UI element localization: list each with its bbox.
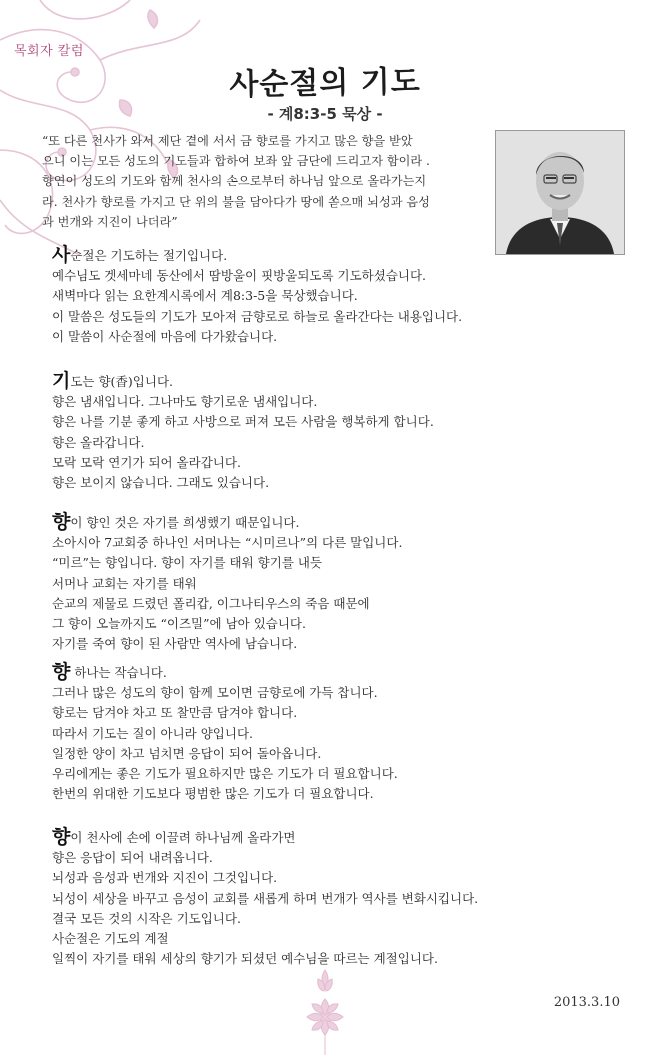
paragraph-first-line bbox=[52, 372, 612, 392]
section-label: 목회자 칼럼 bbox=[14, 44, 84, 59]
flower-decoration-icon bbox=[280, 965, 370, 1055]
paragraph-lent bbox=[52, 246, 612, 347]
paragraph-line: 향로는 담겨야 차고 또 찰만큼 담겨야 합니다. bbox=[52, 705, 298, 721]
paragraph-line: 그 향이 오늘까지도 “이즈밀”에 남아 있습니다. bbox=[52, 616, 306, 632]
paragraph-line: 새벽마다 읽는 요한계시록에서 계8:3-5을 묵상했습니다. bbox=[52, 288, 358, 304]
paragraph-line: 소아시아 7교회중 하나인 서머나는 “시미르나”의 다른 말입니다. bbox=[52, 535, 403, 551]
paragraph-line: “미르”는 향입니다. 향이 자기를 태워 향기를 내듯 bbox=[52, 555, 323, 571]
quote-line: 과 번개와 지진이 나더라” bbox=[42, 214, 178, 229]
paragraph-line: 뇌성과 음성과 번개와 지진이 그것입니다. bbox=[52, 870, 278, 886]
drop-cap: 향 bbox=[52, 826, 71, 848]
scripture-quote bbox=[42, 131, 490, 232]
first-line-text: 하나는 작습니다. bbox=[70, 665, 167, 680]
first-line-text: 이 향인 것은 자기를 희생했기 때문입니다. bbox=[70, 515, 300, 530]
column-date: 2013.3.10 bbox=[553, 995, 620, 1010]
first-line-text: 순절은 기도하는 절기입니다. bbox=[70, 248, 228, 263]
page-subtitle: - 계8:3-5 묵상 - bbox=[267, 105, 383, 123]
paragraph-line: 결국 모든 것의 시작은 기도입니다. bbox=[52, 910, 241, 926]
drop-cap: 향 bbox=[52, 661, 71, 683]
paragraph-line: 향은 올라갑니다. bbox=[52, 434, 145, 450]
paragraph-line: 이 말씀은 성도들의 기도가 모아져 금향로로 하늘로 올라간다는 내용입니다. bbox=[52, 308, 463, 324]
paragraph-line: 일정한 양이 차고 넘치면 응답이 되어 돌아옵니다. bbox=[52, 745, 322, 761]
quote-line: “또 다른 천사가 와서 제단 곁에 서서 금 향로를 가지고 많은 향을 받았 bbox=[42, 134, 413, 148]
paragraph-first-line bbox=[52, 513, 612, 533]
paragraph-sacrifice bbox=[52, 513, 612, 654]
paragraph-line: 따라서 기도는 질이 아니라 양입니다. bbox=[52, 725, 253, 741]
paragraph-answer bbox=[52, 828, 612, 969]
first-line-text: 이 천사에 손에 이끌려 하나님께 올라가면 bbox=[70, 830, 296, 845]
paragraph-line: 일찍이 자기를 태워 세상의 향기가 되셨던 예수님을 따르는 계절입니다. bbox=[52, 951, 438, 967]
paragraph-line: 우리에게는 좋은 기도가 필요하지만 많은 기도가 더 필요합니다. bbox=[52, 766, 398, 782]
paragraph-many-prayers bbox=[52, 663, 612, 804]
paragraph-line: 모락 모락 연기가 되어 올라갑니다. bbox=[52, 454, 241, 470]
pastor-portrait bbox=[495, 130, 625, 255]
paragraph-line: 자기를 죽여 향이 된 사람만 역사에 남습니다. bbox=[52, 636, 298, 652]
paragraph-line: 사순절은 기도의 계절 bbox=[52, 931, 169, 947]
paragraph-line: 예수님도 겟세마네 동산에서 땀방울이 핏방울되도록 기도하셨습니다. bbox=[52, 268, 427, 284]
drop-cap: 향 bbox=[52, 511, 71, 533]
paragraph-line: 향은 보이지 않습니다. 그래도 있습니다. bbox=[52, 475, 270, 491]
first-line-text: 도는 향(香)입니다. bbox=[70, 374, 174, 389]
drop-cap: 사 bbox=[52, 244, 71, 266]
paragraph-first-line bbox=[52, 828, 612, 848]
paragraph-first-line bbox=[52, 246, 612, 266]
paragraph-first-line bbox=[52, 663, 612, 683]
page-title: 사순절의 기도 bbox=[229, 64, 422, 103]
paragraph-line: 이 말씀이 사순절에 마음에 다가왔습니다. bbox=[52, 328, 278, 344]
paragraph-line: 향은 응답이 되어 내려옵니다. bbox=[52, 850, 213, 866]
quote-line: 라. 천사가 향로를 가지고 단 위의 불을 담아다가 땅에 쏟으매 뇌성과 음성 bbox=[42, 194, 430, 209]
paragraph-line: 뇌성이 세상을 바꾸고 음성이 교회를 새롭게 하며 번개가 역사를 변화시킵니다. bbox=[52, 890, 479, 906]
quote-line: 향연이 성도의 기도와 함께 천사의 손으로부터 하나님 앞으로 올라가는지 bbox=[42, 174, 427, 189]
paragraph-line: 순교의 제물로 드렸던 폴리캅, 이그나티우스의 죽음 때문에 bbox=[52, 595, 370, 611]
paragraph-prayer-incense bbox=[52, 372, 612, 493]
paragraph-line: 향은 나를 기분 좋게 하고 사방으로 퍼져 모든 사람을 행복하게 합니다. bbox=[52, 414, 434, 430]
paragraph-line: 서머나 교회는 자기를 태워 bbox=[52, 575, 197, 591]
quote-line: 으니 이는 모든 성도의 기도들과 합하여 보좌 앞 금단에 드리고자 함이라 . bbox=[42, 154, 430, 169]
drop-cap: 기 bbox=[52, 370, 71, 392]
paragraph-line: 한번의 위대한 기도보다 평범한 많은 기도가 더 필요합니다. bbox=[52, 786, 374, 802]
paragraph-line: 향은 냄새입니다. 그나마도 향기로운 냄새입니다. bbox=[52, 394, 318, 410]
portrait-photo-icon bbox=[496, 131, 624, 254]
paragraph-line: 그러나 많은 성도의 향이 함께 모이면 금향로에 가득 찹니다. bbox=[52, 685, 378, 701]
